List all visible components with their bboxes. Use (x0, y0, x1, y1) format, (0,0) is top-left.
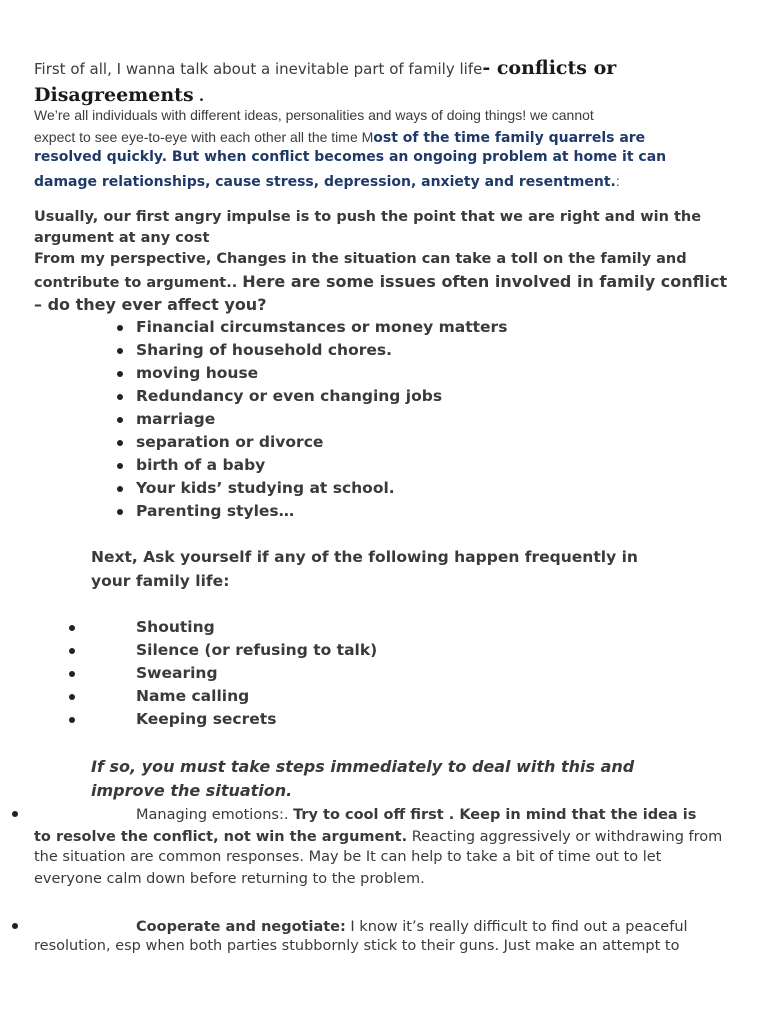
usually-line-4-b: Here are some issues often involved in family conflict (242, 272, 728, 291)
intro-line-2 (34, 84, 204, 106)
bullet-icon (117, 440, 123, 446)
intro-line-6-colon: : (615, 173, 620, 189)
managing-line-1 (136, 804, 696, 823)
cooperate-heading-plain: I know it’s really difficult to find out a peaceful (345, 919, 688, 935)
bullet-icon (69, 625, 75, 631)
cooperate-line-2: resolution, esp when both parties stubbornly stick to their guns. Just make an attempt to (34, 938, 680, 954)
intro-serif-heading: - conflicts or (482, 57, 617, 79)
bullet-icon (117, 463, 123, 469)
cooperate-heading: Cooperate and negotiate: (136, 919, 346, 935)
issue-item: Redundancy or even changing jobs (136, 387, 443, 405)
managing-line-3: the situation are common responses. May be It can help to take a bit of time out to let (34, 849, 662, 865)
disagreements-heading: Disagreements (34, 84, 194, 106)
usually-line-4-a: contribute to argument.. (34, 275, 243, 291)
heading-period: . (193, 87, 205, 105)
bullet-icon (117, 348, 123, 354)
intro-line-4-emphasis: ost of the time family quarrels are (373, 130, 646, 146)
issue-item: Parenting styles… (136, 502, 295, 520)
managing-heading: Managing emotions (136, 807, 279, 823)
issue-item: marriage (136, 410, 216, 428)
usually-line-4 (34, 272, 727, 291)
intro-line-6 (34, 171, 620, 190)
bullet-icon (117, 417, 123, 423)
behaviour-item: Swearing (136, 664, 218, 682)
issue-item: Financial circumstances or money matters (136, 318, 508, 336)
intro-line-1 (34, 57, 616, 79)
issue-item: moving house (136, 364, 259, 382)
behaviour-item: Shouting (136, 618, 215, 636)
ifso-line-1: If so, you must take steps immediately to deal with this and (91, 757, 635, 776)
cooperate-line-1 (136, 916, 688, 935)
bullet-icon (117, 394, 123, 400)
intro-line-5: resolved quickly. But when conflict becomes an ongoing problem at home it can (34, 149, 667, 165)
issue-item: Your kids’ studying at school. (136, 479, 395, 497)
usually-line-5: – do they ever affect you? (34, 295, 267, 314)
bullet-icon (117, 371, 123, 377)
bullet-icon (69, 694, 75, 700)
managing-bold-text: Try to cool off first . Keep in mind that the idea is (293, 807, 697, 823)
usually-line-2: argument at any cost (34, 230, 210, 246)
intro-lead-text: First of all, I wanna talk about a inevitable part of family life (34, 60, 483, 78)
bullet-icon (69, 648, 75, 654)
intro-line-4 (34, 127, 645, 146)
bullet-icon (12, 811, 18, 817)
managing-line-2-bold: to resolve the conflict, not win the argument. (34, 829, 408, 845)
next-line-1: Next, Ask yourself if any of the following happen frequently in (91, 548, 638, 566)
next-line-2: your family life: (91, 572, 230, 590)
behaviour-item: Silence (or refusing to talk) (136, 641, 378, 659)
bullet-icon (117, 509, 123, 515)
managing-line-2 (34, 826, 722, 845)
usually-line-1: Usually, our first angry impulse is to push the point that we are right and win the (34, 209, 702, 225)
behaviour-item: Keeping secrets (136, 710, 277, 728)
issue-item: birth of a baby (136, 456, 266, 474)
managing-line-2-plain: Reacting aggressively or withdrawing from (407, 829, 723, 845)
issue-item: separation or divorce (136, 433, 324, 451)
intro-line-6-text: damage relationships, cause stress, depression, anxiety and resentment. (34, 174, 616, 190)
ifso-line-2: improve the situation. (91, 781, 293, 800)
usually-line-3: From my perspective, Changes in the situation can take a toll on the family and (34, 251, 687, 267)
intro-line-4-plain: expect to see eye-to-eye with each other all the time M (34, 129, 374, 145)
issue-item: Sharing of household chores. (136, 341, 393, 359)
bullet-icon (69, 717, 75, 723)
managing-line-4: everyone calm down before returning to the problem. (34, 871, 425, 887)
managing-heading-colon: :. (278, 807, 294, 823)
bullet-icon (12, 923, 18, 929)
bullet-icon (69, 671, 75, 677)
bullet-icon (117, 486, 123, 492)
bullet-icon (117, 325, 123, 331)
behaviour-item: Name calling (136, 687, 250, 705)
intro-line-3: We’re all individuals with different ideas, personalities and ways of doing things! we cannot (34, 107, 594, 123)
